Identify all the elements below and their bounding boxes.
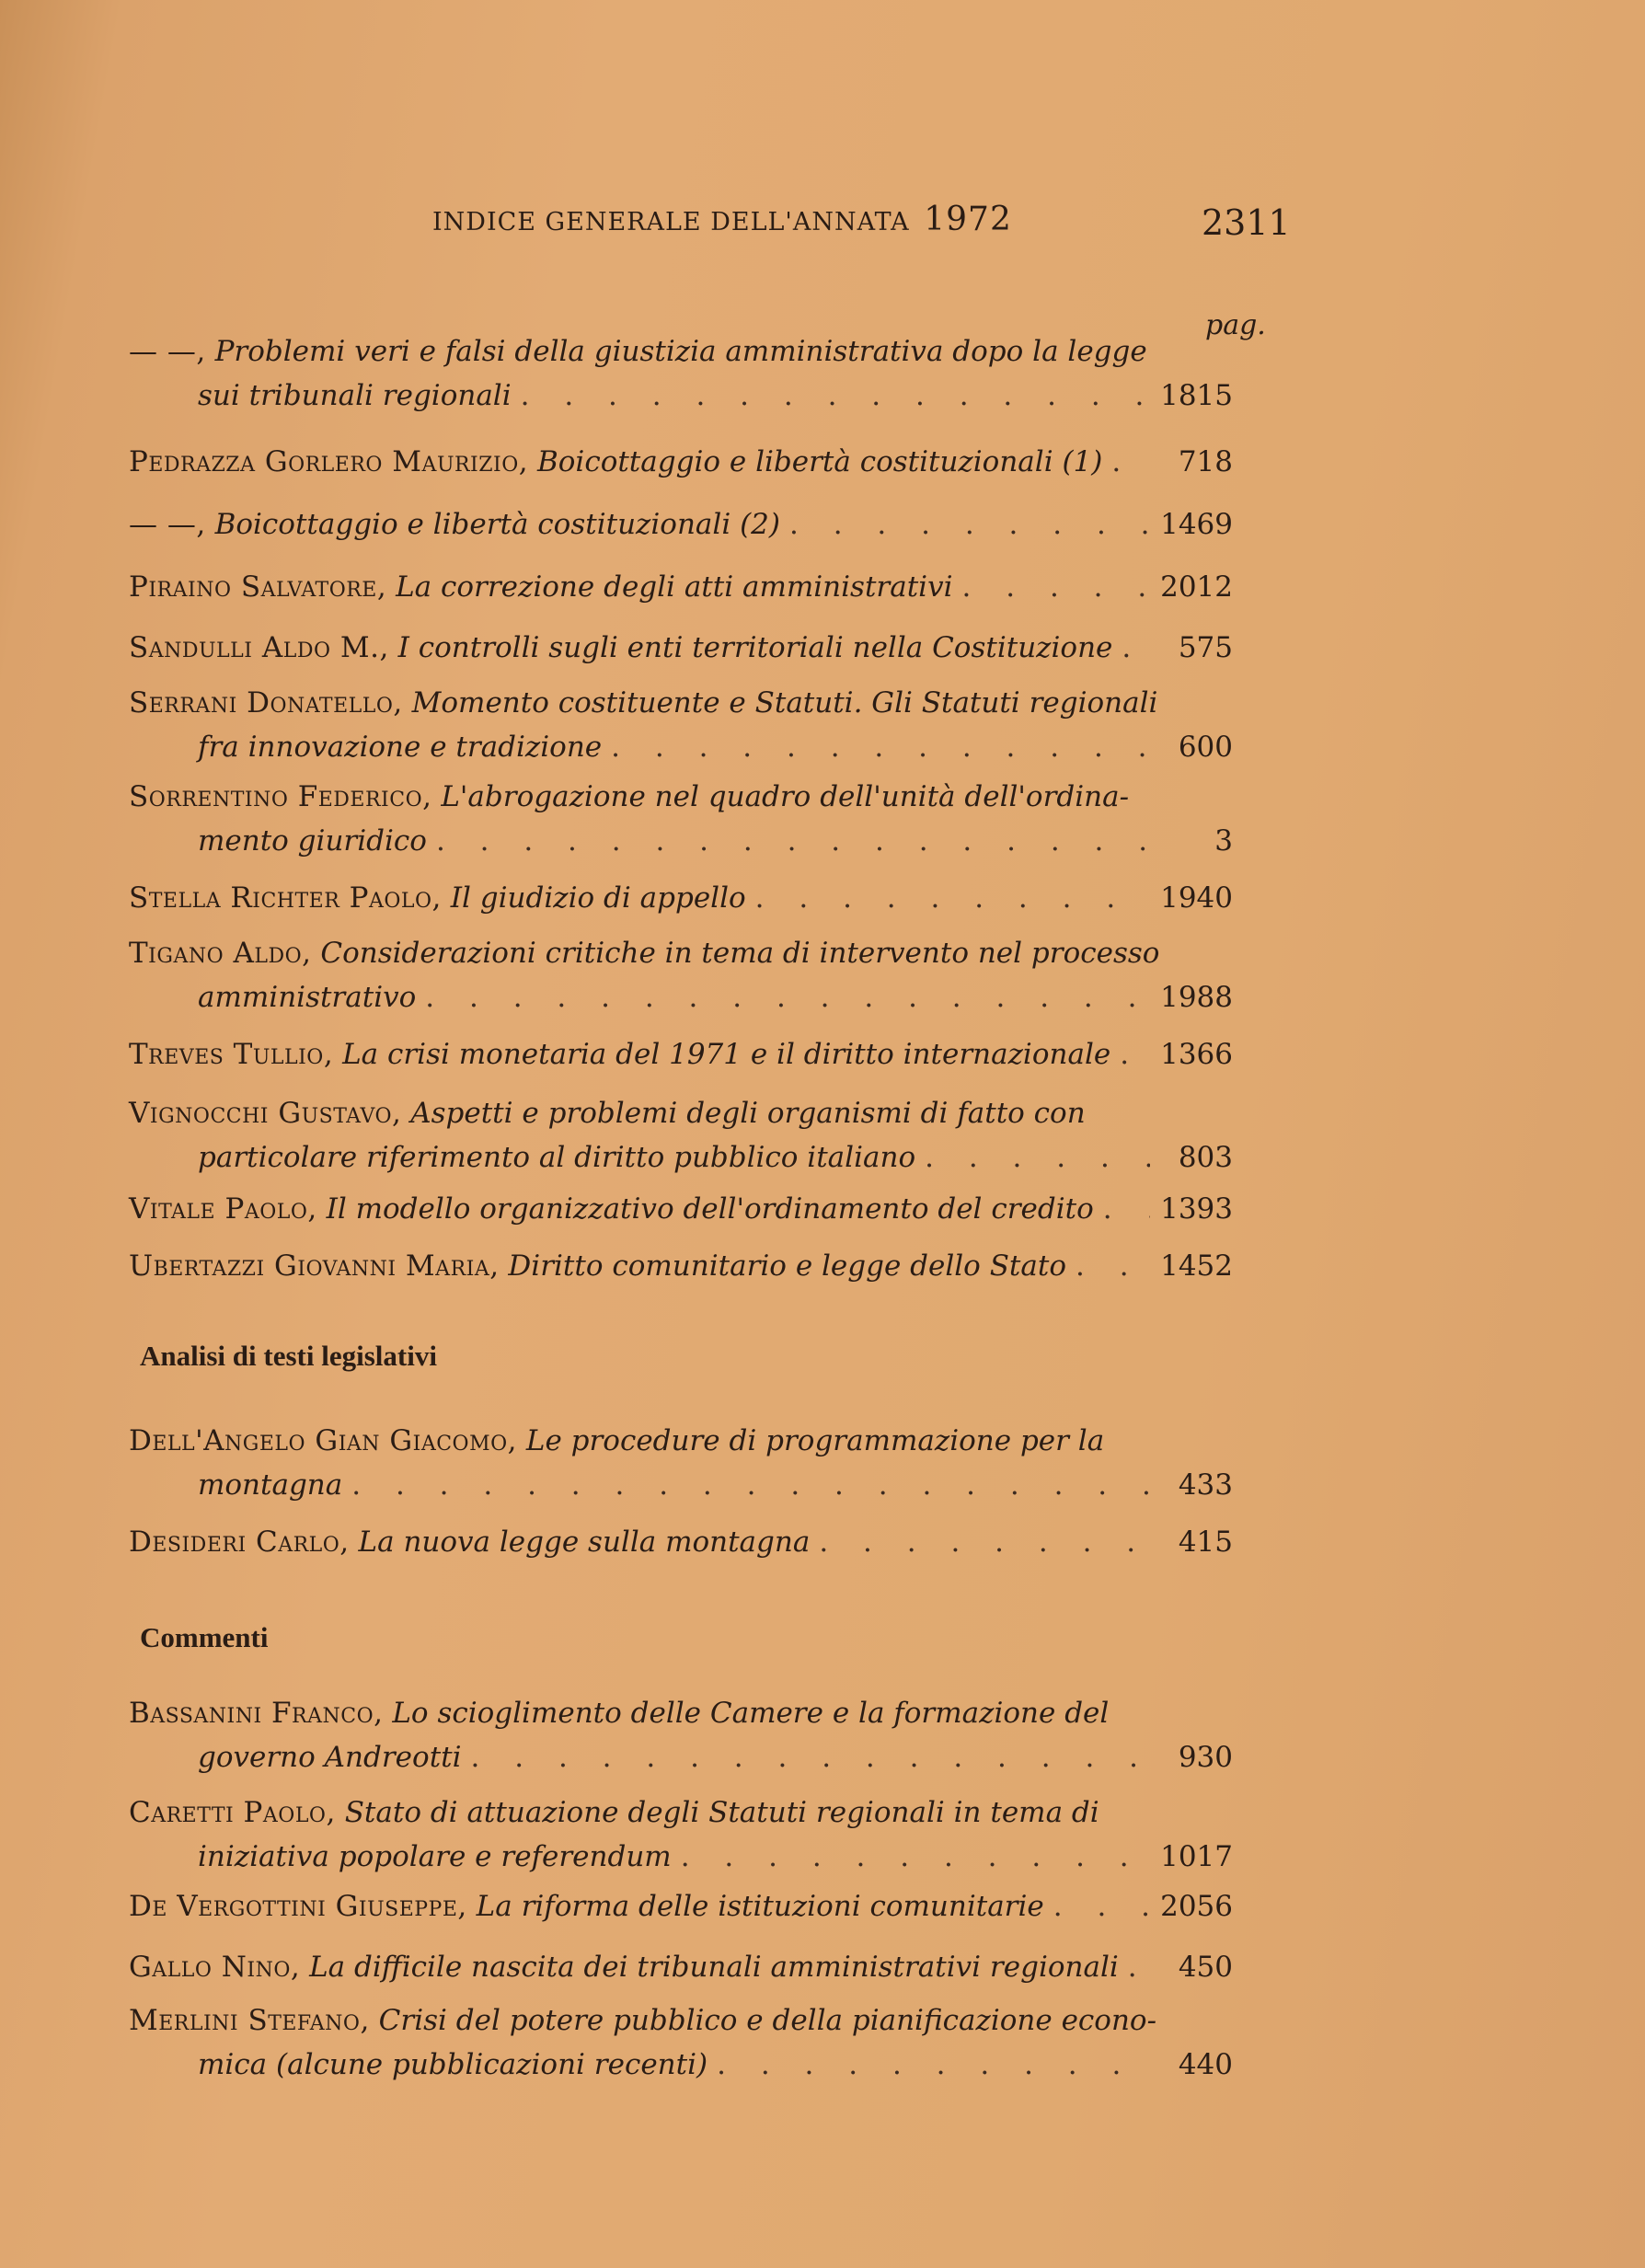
entry-line-1 xyxy=(129,931,1233,975)
index-entry xyxy=(129,329,1233,418)
entry-line-1 xyxy=(129,1790,1233,1835)
entry-line-1 xyxy=(129,1691,1233,1735)
entry-line-2 xyxy=(129,374,1233,418)
index-entry xyxy=(129,1520,1233,1564)
entry-title-continued: mento giuridico xyxy=(198,824,427,858)
entry-line-1 xyxy=(129,1998,1233,2043)
leader-dots xyxy=(351,1463,1150,1507)
entry-page-number: 2012 xyxy=(1160,570,1233,604)
entry-page-number: 433 xyxy=(1178,1468,1233,1502)
entry-line-1 xyxy=(129,876,1233,920)
entry-author: Piraino Salvatore, xyxy=(129,570,387,604)
index-entry xyxy=(129,1419,1233,1507)
leader-dots xyxy=(1103,1187,1150,1231)
leader-dots xyxy=(1120,1032,1150,1076)
index-entry xyxy=(129,931,1233,1019)
entry-title: Crisi del potere pubblico e della pianificazione econo- xyxy=(378,2004,1157,2037)
entry-line-2 xyxy=(129,725,1233,769)
leader-dots xyxy=(1111,440,1150,484)
leader-dots xyxy=(436,819,1150,863)
entry-page-number: 718 xyxy=(1178,445,1233,478)
entry-title-continued: governo Andreotti xyxy=(198,1741,462,1774)
entry-line-1 xyxy=(129,1091,1233,1135)
entry-author: Ubertazzi Giovanni Maria, xyxy=(129,1249,500,1283)
entry-author: Sorrentino Federico, xyxy=(129,780,432,813)
entry-line-1 xyxy=(129,681,1233,725)
index-entry xyxy=(129,1945,1233,1989)
entry-title: Boicottaggio e libertà costituzionali (1) xyxy=(536,445,1103,478)
index-entry xyxy=(129,1691,1233,1779)
index-entry xyxy=(129,1884,1233,1928)
entry-author: Treves Tullio, xyxy=(129,1038,334,1071)
leader-dots xyxy=(1053,1884,1150,1928)
entry-line-2 xyxy=(129,1463,1233,1507)
leader-dots xyxy=(962,565,1150,609)
entry-line-1 xyxy=(129,502,1233,547)
index-entry xyxy=(129,1998,1233,2087)
entry-page-number: 600 xyxy=(1178,731,1233,764)
entry-title: La difficile nascita dei tribunali amministrativi regionali xyxy=(309,1951,1119,1984)
leader-dots xyxy=(1122,626,1150,670)
leader-dots xyxy=(789,502,1150,547)
entry-line-2 xyxy=(129,1135,1233,1180)
index-entry xyxy=(129,1244,1233,1288)
entry-title: L'abrogazione nel quadro dell'unità dell'ordina- xyxy=(441,780,1130,813)
entry-page-number: 803 xyxy=(1178,1141,1233,1174)
entry-author: Pedrazza Gorlero Maurizio, xyxy=(129,445,529,478)
index-entry xyxy=(129,681,1233,769)
entry-page-number: 1017 xyxy=(1160,1840,1233,1873)
leader-dots xyxy=(1128,1945,1150,1989)
entry-title: Problemi veri e falsi della giustizia amministrativa dopo la legge xyxy=(214,335,1147,368)
section-heading-commenti: Commenti xyxy=(140,1621,269,1653)
entry-page-number: 440 xyxy=(1178,2048,1233,2081)
index-entry xyxy=(129,775,1233,863)
entry-page-number: 450 xyxy=(1178,1951,1233,1984)
pag-column-label: pag. xyxy=(1205,309,1266,341)
entry-line-1 xyxy=(129,1244,1233,1288)
entry-title: Le procedure di programmazione per la xyxy=(525,1424,1105,1457)
section-heading-analisi: Analisi di testi legislativi xyxy=(140,1340,437,1372)
entry-page-number: 1366 xyxy=(1160,1038,1233,1071)
index-entry xyxy=(129,1790,1233,1879)
entry-author: Gallo Nino, xyxy=(129,1951,301,1984)
entry-title-continued: amministrativo xyxy=(198,981,417,1014)
entry-title: Momento costituente e Statuti. Gli Statuti regionali xyxy=(411,686,1158,720)
entry-title: La correzione degli atti amministrativi xyxy=(396,570,953,604)
entry-title: Il giudizio di appello xyxy=(450,881,746,915)
entry-title: La nuova legge sulla montagna xyxy=(358,1525,811,1559)
running-head xyxy=(432,201,1012,238)
entry-title: La riforma delle istituzioni comunitarie xyxy=(476,1890,1044,1923)
entry-author: Desideri Carlo, xyxy=(129,1525,350,1559)
entry-title-continued: fra innovazione e tradizione xyxy=(198,731,603,764)
entry-page-number: 575 xyxy=(1178,631,1233,664)
entry-line-1 xyxy=(129,329,1233,374)
entry-title: Considerazioni critiche in tema di intervento nel processo xyxy=(320,937,1160,970)
index-entry xyxy=(129,1032,1233,1076)
entry-author: Sandulli Aldo M., xyxy=(129,631,389,664)
entry-author: Vignocchi Gustavo, xyxy=(129,1097,402,1130)
entry-line-1 xyxy=(129,1520,1233,1564)
entry-author: Stella Richter Paolo, xyxy=(129,881,442,915)
leader-dots xyxy=(681,1835,1150,1879)
entry-author: Caretti Paolo, xyxy=(129,1796,336,1829)
index-entry xyxy=(129,876,1233,920)
index-entry xyxy=(129,1091,1233,1180)
entry-line-2 xyxy=(129,975,1233,1019)
leader-dots xyxy=(755,876,1150,920)
leader-dots xyxy=(1076,1244,1150,1288)
leader-dots xyxy=(819,1520,1150,1564)
entry-line-2 xyxy=(129,819,1233,863)
entry-page-number: 3 xyxy=(1214,824,1233,858)
index-entry xyxy=(129,440,1233,484)
entry-title: I controlli sugli enti territoriali nella Costituzione xyxy=(397,631,1113,664)
entry-author: — —, xyxy=(129,335,206,368)
entry-page-number: 1940 xyxy=(1160,881,1233,915)
entry-author: Merlini Stefano, xyxy=(129,2004,370,2037)
index-entry xyxy=(129,626,1233,670)
entry-line-2 xyxy=(129,1835,1233,1879)
leader-dots xyxy=(717,2043,1150,2087)
entry-line-1 xyxy=(129,1419,1233,1463)
entry-title-continued: particolare riferimento al diritto pubblico italiano xyxy=(198,1141,916,1174)
entry-page-number: 1452 xyxy=(1160,1249,1233,1283)
entry-author: Tigano Aldo, xyxy=(129,937,312,970)
entry-title: Aspetti e problemi degli organismi di fatto con xyxy=(410,1097,1086,1130)
entry-page-number: 1393 xyxy=(1160,1192,1233,1226)
entry-title: La crisi monetaria del 1971 e il diritto internazionale xyxy=(342,1038,1111,1071)
entry-author: Serrani Donatello, xyxy=(129,686,403,720)
entry-line-1 xyxy=(129,1187,1233,1231)
entry-title: Lo scioglimento delle Camere e la formazione del xyxy=(392,1697,1110,1730)
entry-page-number: 2056 xyxy=(1160,1890,1233,1923)
running-head-year: 1972 xyxy=(924,201,1012,238)
leader-dots xyxy=(611,725,1150,769)
index-entry xyxy=(129,565,1233,609)
entry-line-2 xyxy=(129,2043,1233,2087)
entry-line-1 xyxy=(129,565,1233,609)
entry-title-continued: montagna xyxy=(198,1468,343,1502)
entry-title-continued: mica (alcune pubblicazioni recenti) xyxy=(198,2048,708,2081)
leader-dots xyxy=(425,975,1150,1019)
entry-line-1 xyxy=(129,775,1233,819)
entry-title: Diritto comunitario e legge dello Stato xyxy=(508,1249,1066,1283)
entry-page-number: 415 xyxy=(1178,1525,1233,1559)
entry-title-continued: iniziativa popolare e referendum xyxy=(198,1840,672,1873)
page-number: 2311 xyxy=(1202,202,1291,243)
entry-line-1 xyxy=(129,1945,1233,1989)
entry-title: Stato di attuazione degli Statuti regionali in tema di xyxy=(344,1796,1099,1829)
entry-author: De Vergottini Giuseppe, xyxy=(129,1890,467,1923)
entry-author: — —, xyxy=(129,508,206,541)
running-head-text: INDICE GENERALE DELL'ANNATA xyxy=(432,208,910,236)
entry-author: Dell'Angelo Gian Giacomo, xyxy=(129,1424,517,1457)
entry-page-number: 930 xyxy=(1178,1741,1233,1774)
entry-author: Bassanini Franco, xyxy=(129,1697,384,1730)
entry-line-1 xyxy=(129,1884,1233,1928)
index-entry xyxy=(129,502,1233,547)
entry-title: Il modello organizzativo dell'ordinamento del credito xyxy=(326,1192,1094,1226)
entry-line-1 xyxy=(129,626,1233,670)
leader-dots xyxy=(521,374,1150,418)
leader-dots xyxy=(925,1135,1150,1180)
entry-line-2 xyxy=(129,1735,1233,1779)
index-entry xyxy=(129,1187,1233,1231)
entry-line-1 xyxy=(129,440,1233,484)
entry-page-number: 1469 xyxy=(1160,508,1233,541)
entry-title: Boicottaggio e libertà costituzionali (2) xyxy=(214,508,780,541)
entry-page-number: 1815 xyxy=(1160,379,1233,412)
entry-author: Vitale Paolo, xyxy=(129,1192,317,1226)
entry-line-1 xyxy=(129,1032,1233,1076)
entry-page-number: 1988 xyxy=(1160,981,1233,1014)
leader-dots xyxy=(471,1735,1150,1779)
entry-title-continued: sui tribunali regionali xyxy=(198,379,512,412)
